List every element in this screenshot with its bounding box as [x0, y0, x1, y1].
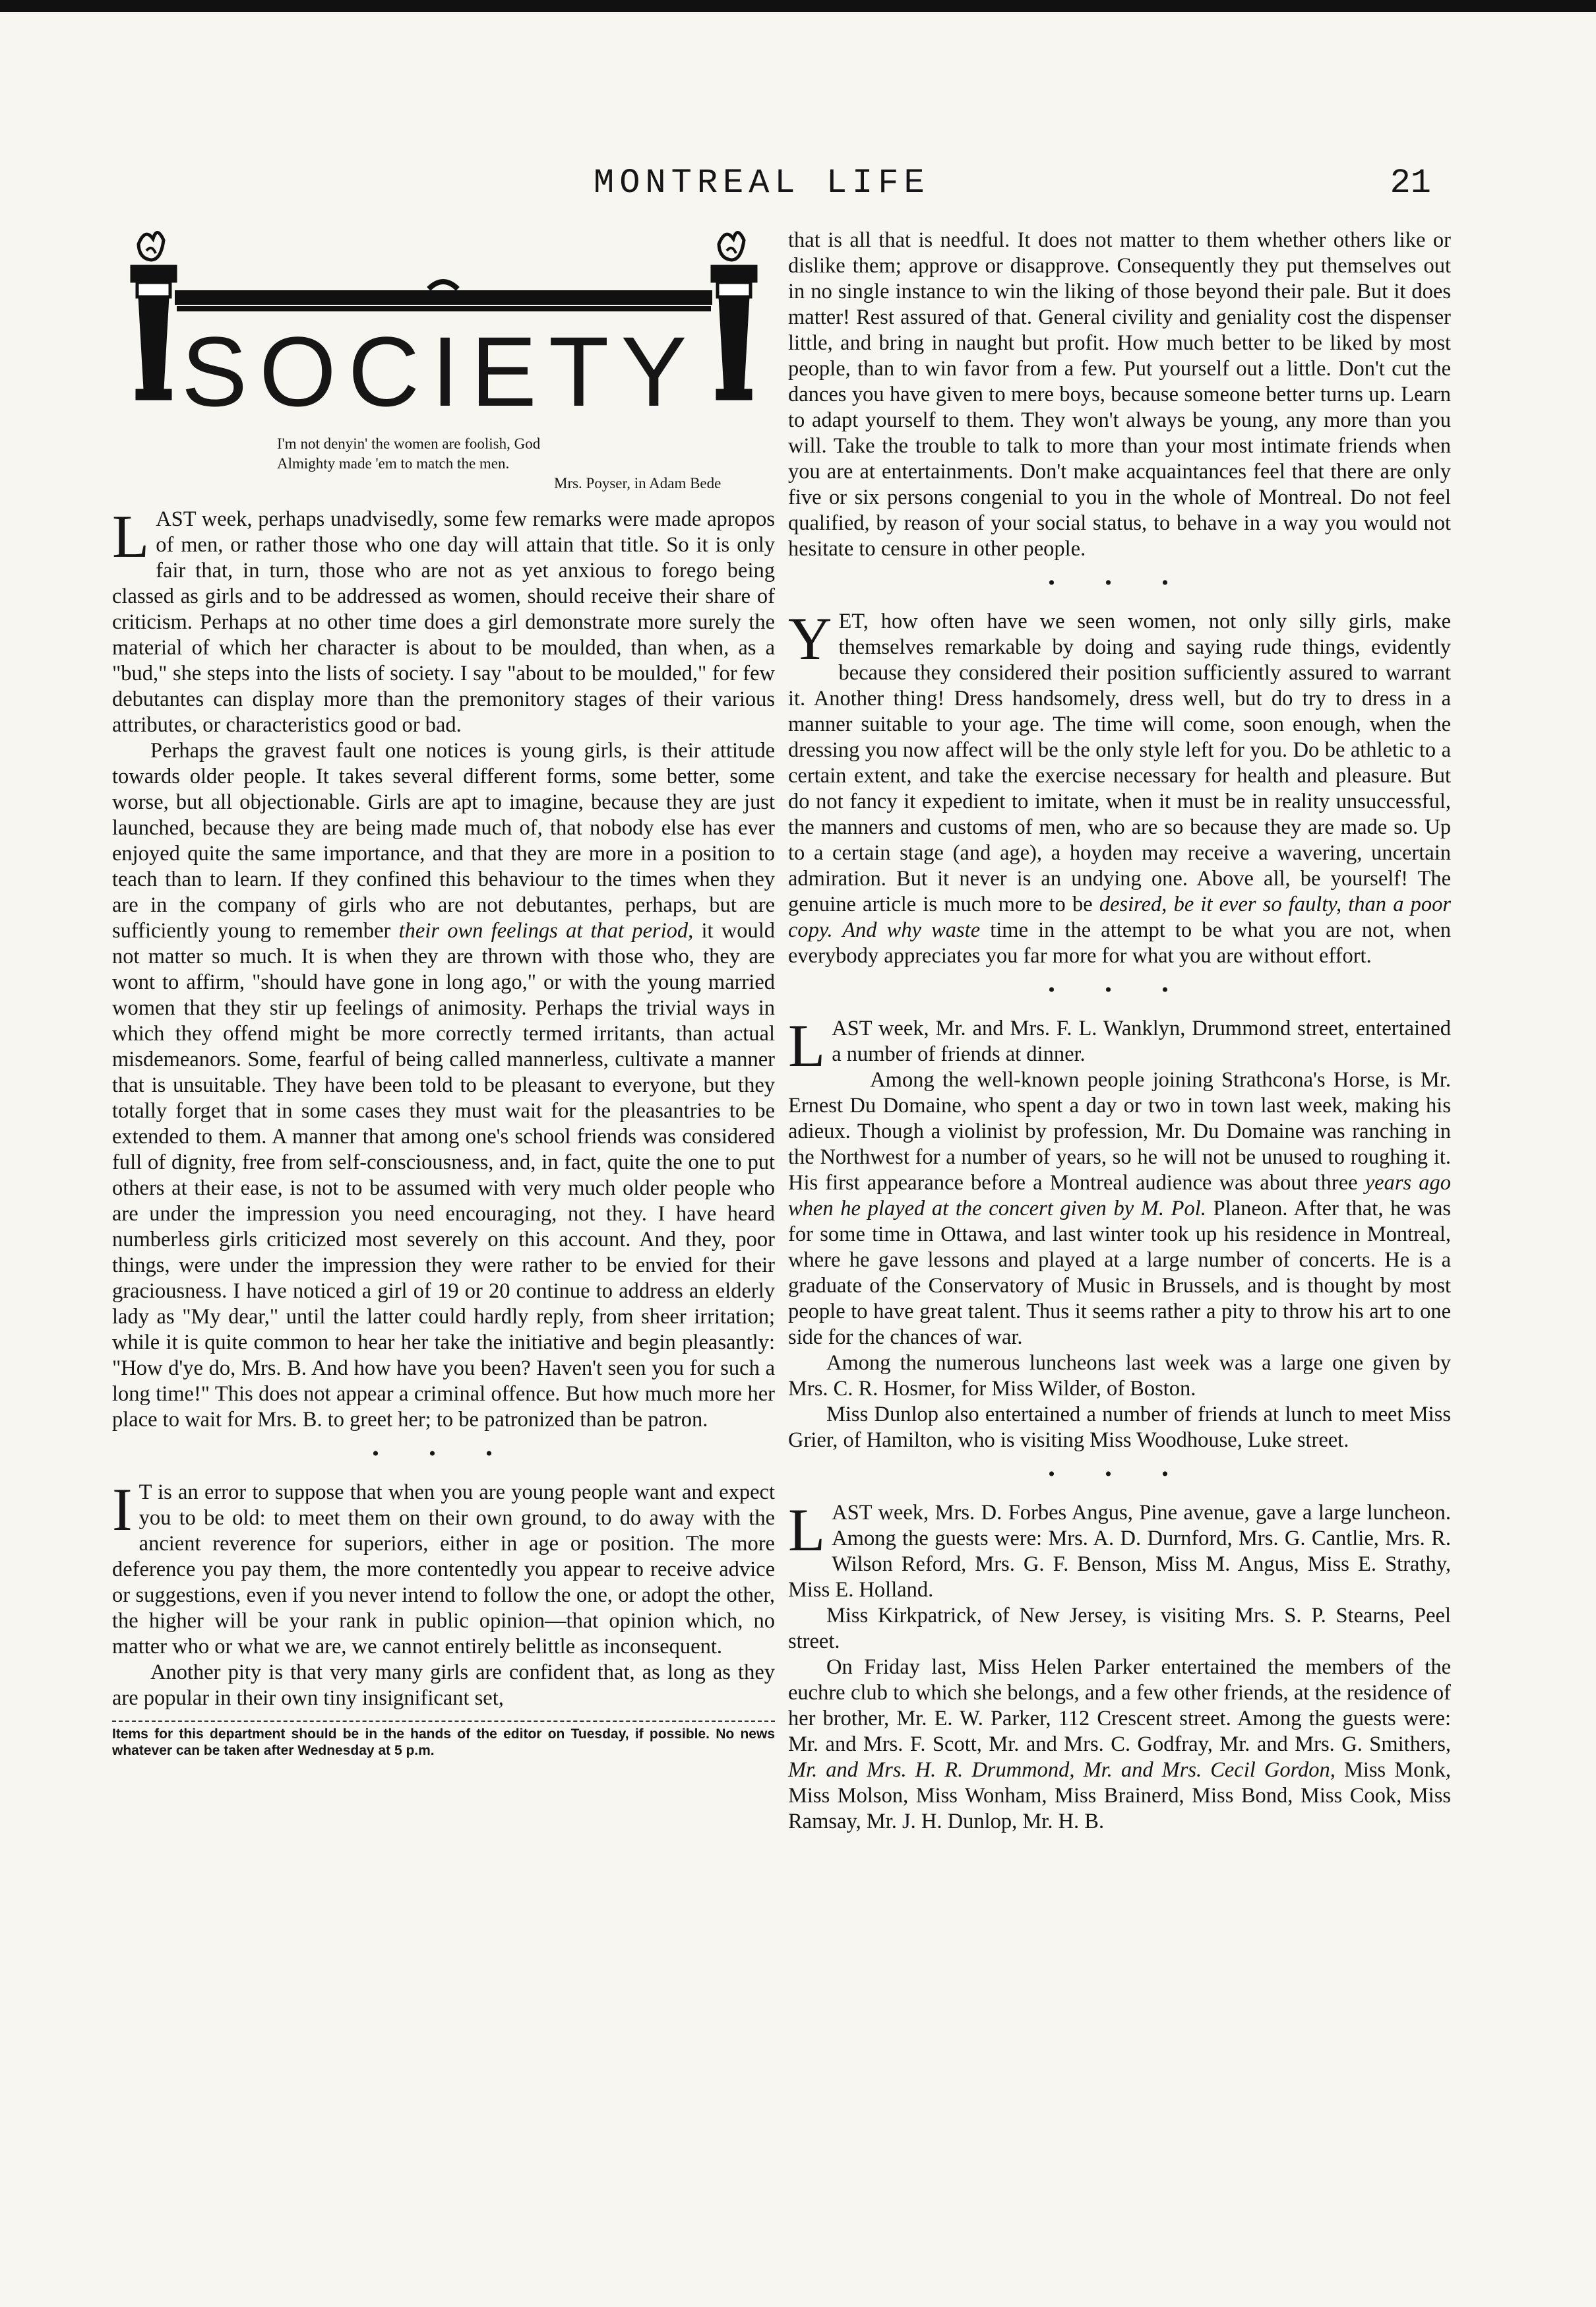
drop-cap: L [788, 1012, 826, 1079]
paragraph-text: AST week, Mrs. D. Forbes Angus, Pine avenue, gave a large luncheon. Among the guests were: Mrs. A. D. Durnford, Mrs. G. Cantlie, Mrs. R. Wilson Reford, Mrs. G. F. Benson, Miss M. Angus, Miss E. Strathy, Miss E. Holland. [788, 1501, 1451, 1602]
paragraph-text: ET, how often have we seen women, not only silly girls, make themselves remarkable by doing and saying rude things, evidently because they considered their position sufficiently assured to warrant it. Another thing! Dress handsomely, dress well, but do try to dress in a manner suitable to your age. The time will come, soon enough, when the dressing you now affect will be the only style left for you. Do be athletic to a certain extent, and take the exercise necessary for health and pleasure. But do not fancy it expedient to imitate, when it must be in reality unsuccessful, the manners and customs of men, who are so because they are made so. Up to a certain stage (and age), a hoyden may receive a wavering, uncertain admiration. But it never is an undying one. Above all, be yourself! The genuine article is much more to be [788, 610, 1451, 916]
editorial-notice: Items for this department should be in the hands of the editor on Tuesday, if possible. No news whatever can be taken after Wednesday at 5 p.m. [112, 1721, 775, 1759]
article-paragraph: Miss Kirkpatrick, of New Jersey, is visiting Mrs. S. P. Stearns, Peel street. [788, 1604, 1451, 1653]
article-paragraph: Miss Dunlop also entertained a number of friends at lunch to meet Miss Grier, of Hamilton, who is visiting Miss Woodhouse, Luke street. [788, 1403, 1451, 1452]
section-separator: • • • [1048, 572, 1191, 594]
article-paragraph [112, 1476, 775, 1660]
article-paragraph: Among the numerous luncheons last week was a large one given by Mrs. C. R. Hosmer, for Miss Wilder, of Boston. [788, 1351, 1451, 1401]
paragraph-text: T is an error to suppose that when you are young people want and expect you to be old: to meet them on their own ground, to do away with the ancient reverence for superiors, either in age or position. The more deference you pay them, the more contentedly you appear to receive advice or suggestions, even if you never intend to follow the one, or adopt the other, the higher will be your rank in public opinion—that opinion which, no matter who or what we are, we cannot entirely belittle as inconsequent. [112, 1480, 775, 1659]
society-heading: SOCIETY [181, 316, 699, 427]
article-paragraph [112, 738, 775, 1433]
paragraph-text: Among the well-known people joining Strathcona's Horse, is Mr. Ernest Du Domaine, who spent a day or two in town last week, making his adieux. Though a violinist by profession, Mr. Du Domaine was ranching in the Northwest for a number of years, so he will not be unused to roughing it. His first appearance before a Montreal audience was about three [788, 1068, 1451, 1195]
page-number: 21 [1390, 164, 1431, 203]
top-rule [0, 0, 1596, 12]
italic-text: Mr. and Mrs. H. R. Drummond, Mr. and Mrs. Cecil Gordon, [788, 1758, 1335, 1782]
article-paragraph [788, 1496, 1451, 1603]
drop-cap: I [112, 1476, 133, 1543]
italic-text: their own feelings at that period, [398, 919, 694, 943]
paragraph-text: Planeon. After that, he was for some time in Ottawa, and last winter took up his residence in Montreal, where he gave lessons and played at a large number of concerts. He is a graduate of the Conservatory of Music in Brussels, and is thought by most people to have great talent. Thus it seems rather a pity to throw his art to one side for the chances of war. [788, 1197, 1452, 1349]
article-paragraph [788, 605, 1452, 969]
epigraph-line: Almighty made 'em to match the men. [277, 455, 510, 472]
epigraph-line: I'm not denyin' the women are foolish, God [277, 435, 541, 452]
paragraph-text: On Friday last, Miss Helen Parker entertained the members of the euchre club to which she belongs, and a few other friends, at the residence of her brother, Mr. E. W. Parker, 112 Crescent street. Among the guests were: Mr. and Mrs. F. Scott, Mr. and Mrs. C. Godfray, Mr. and Mrs. G. Smithers, [788, 1655, 1451, 1756]
section-separator: • • • [372, 1443, 515, 1465]
left-column [112, 224, 775, 1759]
italic-text: years ago when he played at the concert given by M. Pol. [788, 1171, 1451, 1220]
paragraph-text: it would not matter so much. It is when they are thrown with those who, they are wont to affirm, "should have gone in long ago," or with the young married women that they stir up feelings of animosity. Perhaps the trivial ways in which they offend might be more correctly termed irritants, than actual misdemeanors. Some, fearful of being called mannerless, cultivate a manner that is unsuitable. They have been told to be pleasant to everyone, but they totally forget that in some cases they must wait for the pleasantries to be extended to them. A manner that among one's school friends was considered full of dignity, free from self-consciousness, and, in fact, quite the one to put others at their ease, is not to be assumed with very much older people who are under the impression you need encouraging, not they. I have heard numberless girls criticized most severely on this account. And they, poor things, were under the impression they were rather to be envied for their graciousness. I have noticed a girl of 19 or 20 continue to address an elderly lady as "My dear," until the latter could hardly reply, from sheer irritation; while it is quite common to hear her take the initiative and begin pleasantly: "How d'ye do, Mrs. B. And how have you been? Haven't seen you for such a long time!" This does not appear a criminal offence. But how much more her place to wait for Mrs. B. to greet her; to be patronized than be patron. [112, 919, 776, 1432]
masthead [594, 164, 1451, 203]
article-paragraph: Another pity is that very many girls are confident that, as long as they are popular in their own tiny insignificant set, [112, 1660, 775, 1710]
paragraph-text: Perhaps the gravest fault one notices is young girls, is their attitude towards older people. It takes several different forms, some better, some worse, but all objectionable. Girls are apt to imagine, because they are just launched, because they are being made much of, that nobody else has ever enjoyed quite the same importance, and that they are more in a position to teach than to learn. If they confined this behaviour to the times when they are in the company of girls who are not debutantes, perhaps, but are sufficiently young to remember [112, 739, 775, 943]
drop-cap: Y [788, 605, 832, 672]
italic-text: desired, be it ever so faulty, than a poor copy. And why waste [788, 893, 1452, 942]
epigraph-attribution: Mrs. Poyser, in Adam Bede [554, 475, 721, 491]
section-separator: • • • [1048, 979, 1191, 1001]
article-paragraph [788, 1012, 1451, 1079]
running-title: MONTREAL LIFE [594, 164, 930, 203]
society-header-illustration [112, 224, 775, 427]
article-paragraph: that is all that is needful. It does not matter to them whether others like or dislike them; approve or disapprove. Consequently they put themselves out in no single instance to win the liking of those beyond their pale. But it does matter! Rest assured of that. General civility and geniality cost the dispenser little, and bring in naught but profit. How much better to be liked by most people, than to win favor from a few. Put yourself out a little. Don't cut the dances you have given to mere boys, because someone better turns up. Learn to adapt yourself to them. They won't always be young, any more than you will. Take the trouble to talk to more than your most intimate friends when you are at entertainments. Don't make acquaintances feel that there are only five or six persons congenial to you in the whole of Montreal. Do not feel qualified, by reason of your social status, to behave in a way you would not hesitate to censure in other people. [788, 228, 1451, 561]
drop-cap: L [112, 503, 150, 570]
epigraph [277, 434, 775, 493]
article-paragraph [112, 503, 775, 738]
drop-cap: L [788, 1496, 826, 1564]
paragraph-text: AST week, Mr. and Mrs. F. L. Wanklyn, Drummond street, entertained a number of friends at dinner. [832, 1017, 1451, 1066]
paragraph-text: time in the attempt to be what you are not, when everybody appreciates you far more for what you are without effort. [788, 918, 1452, 968]
paragraph-text: AST week, perhaps unadvisedly, some few remarks were made apropos of men, or rather those who one day will attain that title. So it is only fair that, in turn, those who are not as yet anxious to forego being classed as girls and to be addressed as women, should receive their share of criticism. Perhaps at no other time does a girl demonstrate more surely the material of which her character is about to be moulded, than when, as a "bud," she steps into the lists of society. I say "about to be moulded," for few debutantes can display more than the premonitory stages of their various attributes, or characteristics good or bad. [112, 507, 775, 737]
article-paragraph [788, 1067, 1451, 1350]
right-column [788, 228, 1451, 1835]
paragraph-text: Miss Monk, Miss Molson, Miss Wonham, Miss Brainerd, Miss Bond, Miss Cook, Miss Ramsay, Mr. J. H. Dunlop, Mr. H. B. [788, 1758, 1452, 1833]
section-separator: • • • [1048, 1463, 1191, 1485]
article-paragraph [788, 1655, 1451, 1835]
